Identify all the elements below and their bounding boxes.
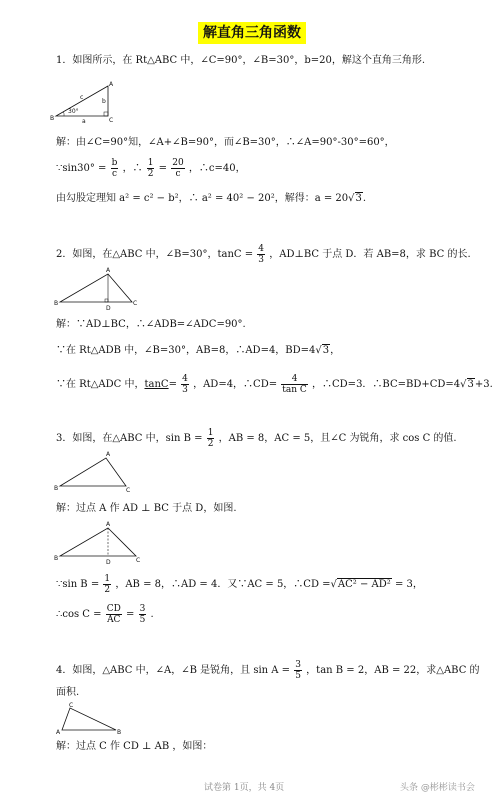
figure-2-label-B: B [54, 300, 59, 307]
problem-2-solution-line-1: 解：∵AD⊥BC，∴∠ADB=∠ADC=90°. [56, 319, 246, 330]
fraction: $\frac{1}{2}$ [207, 428, 214, 449]
watermark: 头条 @彬彬读书会 [400, 783, 475, 793]
figure-1-label-b: b [102, 98, 106, 105]
figure-1-label-C: C [109, 117, 114, 124]
problem-3-question: 3．如图，在△ABC 中，sin B = $\frac{1}{2}$ ，AB = 8，AC = 5，且∠C 为锐角，求 cos C 的值. [56, 428, 457, 449]
figure-3-label-B: B [54, 485, 59, 492]
problem-3-solution-line-1: 解：过点 A 作 AD ⊥ BC 于点 D，如图. [56, 503, 237, 514]
figure-1-label-c: c [80, 94, 84, 101]
problem-4-question-line-2: 面积. [56, 687, 80, 698]
figure-2-label-C: C [133, 300, 138, 307]
figure-1-angle-label: 30° [68, 108, 79, 115]
figure-3b-label-A: A [106, 521, 111, 528]
problem-3-solution-line-2: ∵sin B = $\frac{1}{2}$ ，AB = 8，∴AD = 4．又∵AC = 5，∴CD =√AC² − AD² = 3， [56, 574, 423, 595]
problem-1-figure [50, 81, 116, 125]
page-footer: 试卷第 1页，共 4页 [204, 783, 285, 793]
figure-4-label-B: B [117, 729, 122, 736]
problem-2-question: 2．如图，在△ABC 中，∠B=30°，tanC = $\frac{4}{3}$ ，AD⊥BC 于点 D．若 AB=8，求 BC 的长. [56, 244, 471, 265]
figure-3b-label-C: C [136, 557, 141, 564]
fraction: $\frac{4}{3}$ [258, 244, 265, 265]
problem-1-question: 1．如图所示，在 Rt△ABC 中，∠C=90°，∠B=30°，b=20，解这个直角三角形. [56, 55, 426, 66]
problem-2-figure [54, 267, 140, 312]
fraction: $\frac{CD}{AC}$ [106, 604, 121, 625]
page-title: 解直角三角函数 [198, 22, 306, 44]
fraction: $\frac{1}{2}$ [147, 158, 154, 179]
problem-3-solution-line-3: ∴cos C = $\frac{CD}{AC}$ = $\frac{3}{5}$ . [56, 604, 154, 625]
problem-4-figure [56, 702, 122, 736]
fraction: $\frac{4}{\text{tan C}}$ [282, 374, 307, 395]
problem-3-figure [54, 451, 131, 494]
problem-4-solution-line-1: 解：过点 C 作 CD ⊥ AB ，如图： [56, 741, 213, 752]
figure-3-label-A: A [106, 451, 111, 458]
figure-3-label-C: C [126, 487, 131, 494]
problem-4-question-line-1: 4．如图，△ABC 中，∠A，∠B 是锐角，且 sin A = $\frac{3}{5}$ ，tan B = 2，AB = 22，求△ABC 的 [56, 660, 480, 681]
fraction: $\frac{3}{5}$ [139, 604, 146, 625]
fraction: $\frac{4}{3}$ [182, 374, 188, 395]
figure-3b-label-D: D [106, 559, 111, 566]
figure-2-label-A: A [106, 267, 111, 274]
fraction: $\frac{1}{2}$ [104, 574, 111, 595]
problem-1-solution-line-1: 解：由∠C=90°知，∠A+∠B=90°，而∠B=30°，∴∠A=90°-30°=60°， [56, 137, 395, 148]
problem-2-solution-line-2: ∵在 Rt△ADB 中，∠B=30°，AB=8，∴AD=4，BD=4√3， [56, 345, 341, 356]
figure-4-label-A: A [56, 729, 61, 736]
figure-4-label-C: C [69, 702, 74, 709]
figure-2-label-D: D [106, 305, 111, 312]
figure-1-label-A: A [109, 81, 114, 88]
problem-3-solution-figure [54, 521, 141, 566]
problem-2-solution-line-3: ∵在 Rt△ADC 中，tanC= $\frac{4}{3}$ ，AD=4，∴CD= $\frac{4}{\text{tan C}}$ ，∴CD=3．∴BC=BD+CD=4√3+3. [56, 374, 493, 395]
figure-1-label-a: a [82, 118, 86, 125]
figure-3b-label-B: B [54, 555, 59, 562]
problem-1-solution-line-2: ∵sin30° = $\frac{b}{c}$ ，∴ $\frac{1}{2}$ = $\frac{20}{c}$ ，∴c=40， [56, 158, 246, 179]
fraction: $\frac{b}{c}$ [111, 158, 118, 179]
fraction: $\frac{3}{5}$ [295, 660, 301, 681]
figure-1-label-B: B [50, 115, 55, 122]
fraction: $\frac{20}{c}$ [172, 158, 184, 179]
problem-1-solution-line-3: 由勾股定理知 a² = c² − b²，∴ a² = 40² − 20²，解得：a = 20√3. [56, 193, 367, 204]
